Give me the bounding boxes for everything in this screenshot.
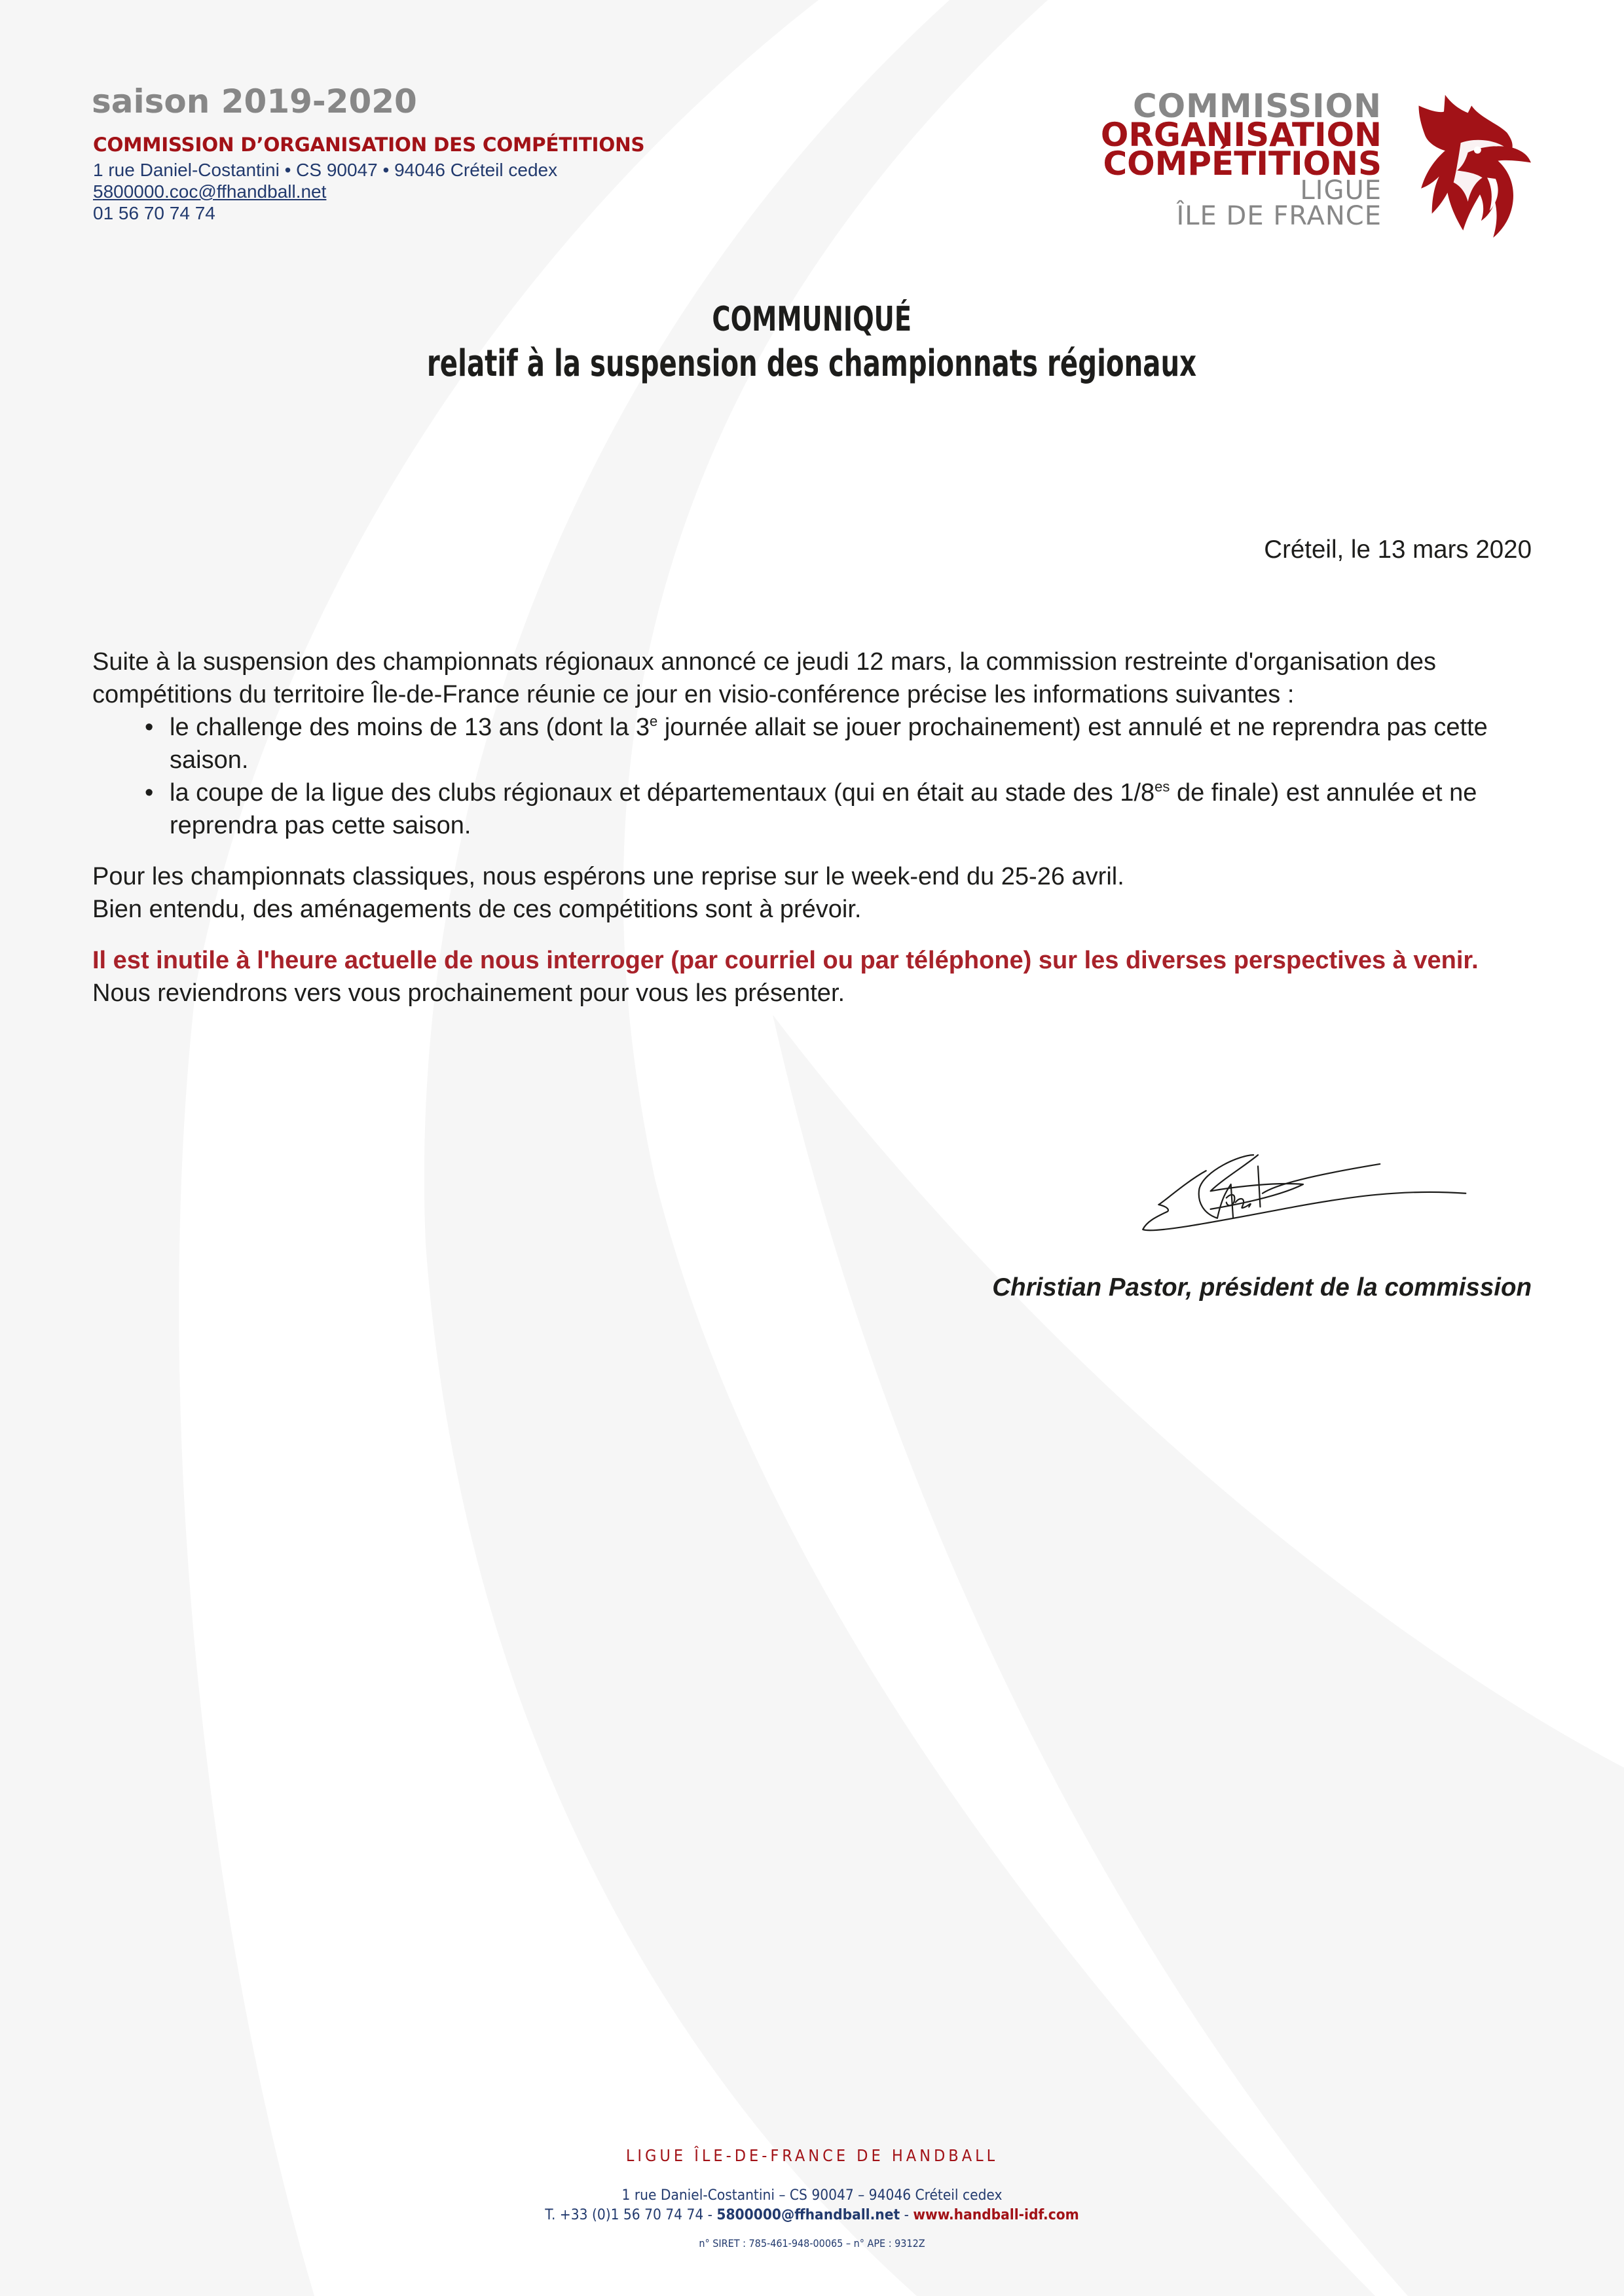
contact-block: [93, 159, 557, 224]
list-item: • le challenge des moins de 13 ans (dont la 3e journée allait se jouer prochainement) est annulé et ne reprendra pas cette saison.: [92, 711, 1533, 776]
bullet-list: [92, 711, 1533, 842]
footer-contact: T. +33 (0)1 56 70 74 74 - 5800000@ffhandball.net - www.handball-idf.com: [545, 2206, 1079, 2223]
footer-address: 1 rue Daniel-Costantini – CS 90047 – 94046 Créteil cedex: [621, 2187, 1003, 2204]
title-line-subject: relatif à la suspension des championnats régionaux: [427, 342, 1197, 385]
email-link[interactable]: 5800000.coc@ffhandball.net: [93, 181, 327, 202]
resumption-paragraph: Pour les championnats classiques, nous espérons une reprise sur le week-end du 25-26 avril. Bien entendu, des aménagements de ces compétitions sont à prévoir.: [92, 863, 1124, 923]
logo-line-organisation: ORGANISATION: [1100, 116, 1382, 154]
signer-name: Christian Pastor, président de la commission: [992, 1273, 1532, 1302]
warning-paragraph: Il est inutile à l'heure actuelle de nous interroger (par courriel ou par téléphone) sur les diverses perspectives à venir. Nous reviendrons vers vous prochainement pour vous les présenter.: [92, 947, 1479, 1007]
bullet-icon: •: [145, 714, 154, 741]
warning-emphasis: Il est inutile à l'heure actuelle de nous interroger (par courriel ou par téléphone) sur les diverses perspectives à venir.: [92, 947, 1479, 974]
footer-legal: n° SIRET : 785-461-948-00065 – n° APE : 9312Z: [699, 2237, 925, 2250]
list-item: • la coupe de la ligue des clubs régionaux et départementaux (qui en était au stade des $1/8^{es}$ de finale) est annulée et ne reprendra pas cette saison.: [92, 776, 1533, 842]
logo-line-ligue: LIGUE: [1300, 175, 1382, 206]
footer-org-name: LIGUE ÎLE-DE-FRANCE DE HANDBALL: [625, 2146, 999, 2165]
date-line: Créteil, le 13 mars 2020: [1264, 536, 1532, 564]
logo-line-ile-de-france: ÎLE DE FRANCE: [1176, 201, 1382, 231]
page-footer: [0, 2146, 1624, 2251]
intro-paragraph: Suite à la suspension des championnats régionaux annoncé ce jeudi 12 mars, la commission restreinte d'organisation des compétitions du territoire Île-de-France réunie ce jour en visio-conférence précise les informations suivantes :: [92, 648, 1436, 708]
logo-line-commission: COMMISSION: [1132, 87, 1382, 125]
bullet-icon: •: [145, 779, 154, 807]
phone-number: 01 56 70 74 74: [93, 203, 215, 223]
commission-name: COMMISSION D’ORGANISATION DES COMPÉTITIONS: [93, 134, 645, 156]
signature-icon: [1061, 1139, 1545, 1270]
footer-website-link[interactable]: www.handball-idf.com: [913, 2206, 1079, 2223]
logo-line-competitions: COMPÉTITIONS: [1103, 145, 1382, 183]
commission-logo-text: [1100, 87, 1382, 231]
document-title: [0, 298, 1624, 387]
footer-email-link[interactable]: 5800000@ffhandball.net: [716, 2206, 900, 2223]
postal-address: 1 rue Daniel-Costantini • CS 90047 • 94046 Créteil cedex: [93, 160, 558, 180]
rooster-icon: [1408, 84, 1552, 247]
season-label: saison 2019-2020: [92, 82, 417, 120]
title-line-communique: COMMUNIQUÉ: [712, 300, 912, 339]
communique-body: [92, 646, 1533, 1010]
